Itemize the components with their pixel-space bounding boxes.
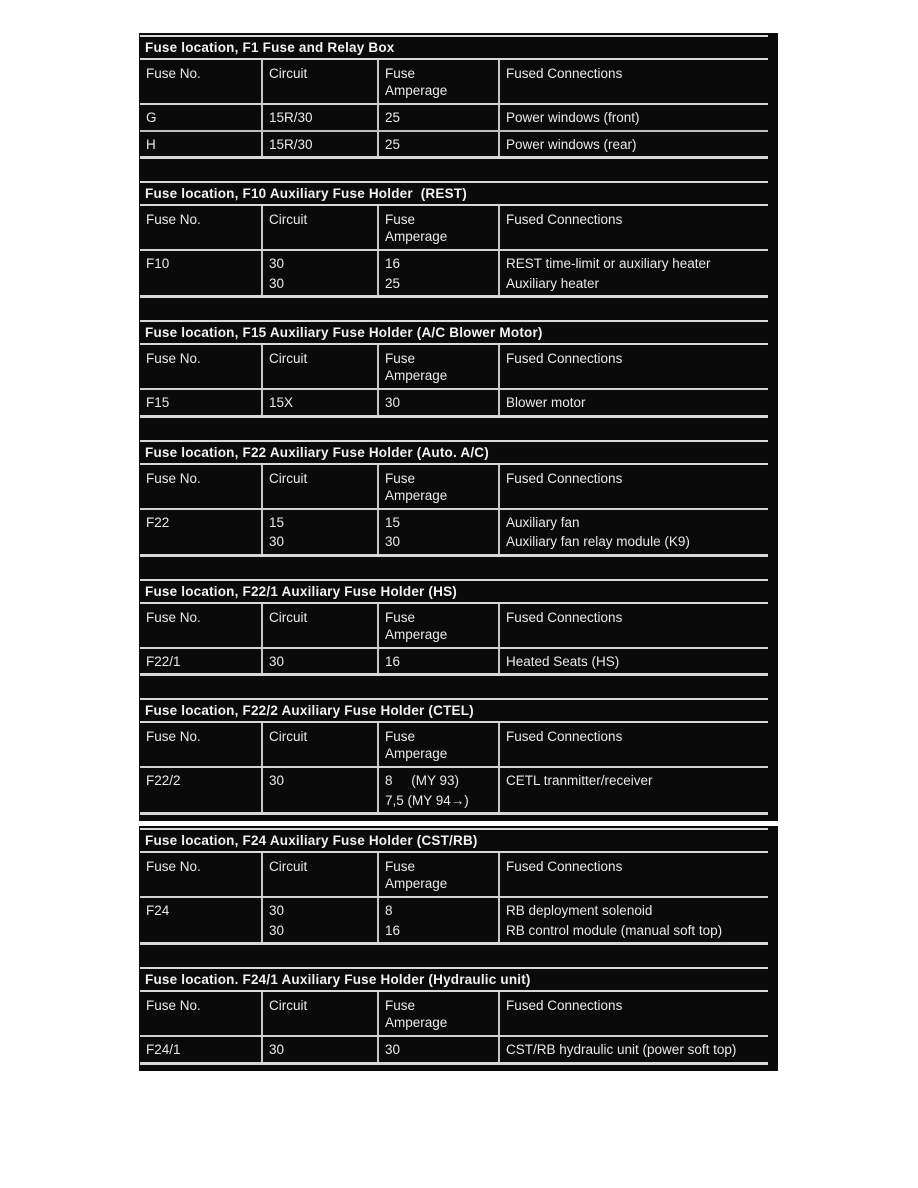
column-header [499,722,768,767]
cell-line: Fused Connections [506,998,623,1013]
cell-line: Power windows (front) [506,110,640,125]
column-header [140,59,262,104]
cell-line: Fuse No. [146,351,201,366]
fuse-no-cell [140,1036,262,1063]
circuit-cell [262,1036,378,1063]
connections-cell [499,131,768,158]
fuse-table [140,828,768,945]
cell-line: Amperage [385,487,448,503]
fuse-table-title: Fuse location, F1 Fuse and Relay Box [140,35,768,58]
column-header [140,603,262,648]
column-header [499,603,768,648]
column-header [262,464,378,509]
column-header [262,344,378,389]
circuit-cell [262,897,378,944]
fuse-row [140,767,768,814]
cell-line: 30 [269,922,285,938]
column-header [140,344,262,389]
header-row [140,464,768,509]
connections-cell [499,897,768,944]
fuse-row [140,104,768,131]
cell-line: Fuse [385,998,416,1013]
fuse-table-title: Fuse location, F10 Auxiliary Fuse Holder (REST) [140,181,768,204]
cell-line: Fuse No. [146,859,201,874]
cell-line: Fuse No. [146,470,201,486]
amperage-cell [378,389,499,416]
cell-line: Fuse No. [146,66,201,81]
fuse-no-cell [140,389,262,416]
cell-line: 30 [269,256,285,271]
cell-line: 30 [269,1042,285,1057]
amperage-cell [378,509,499,556]
cell-line: 16 [385,653,401,669]
connections-cell [499,1036,768,1063]
connections-cell [499,250,768,297]
column-header [140,991,262,1036]
cell-line: 30 [385,534,401,549]
circuit-cell [262,131,378,158]
cell-line: Amperage [385,746,448,761]
cell-line: Amperage [385,83,448,98]
cell-line: 15 [385,514,401,530]
cell-line: 30 [385,395,401,410]
cell-line: RB control module (manual soft top) [506,922,723,938]
fuse-table [140,320,768,418]
column-header [262,991,378,1036]
amperage-cell [378,104,499,131]
column-header [140,464,262,509]
cell-line: Fuse [385,212,416,227]
column-header [378,344,499,389]
fuse-table-grid [140,602,768,677]
cell-line: Fused Connections [506,212,623,227]
fuse-no-cell [140,767,262,814]
fuse-table [140,440,768,557]
cell-line: Power windows (rear) [506,136,637,152]
header-row [140,59,768,104]
fuse-row [140,250,768,297]
cell-line: Fuse No. [146,212,201,227]
header-row [140,205,768,250]
fuse-no-cell [140,648,262,675]
header-row [140,603,768,648]
cell-line: Fuse No. [146,609,201,625]
cell-line: Auxiliary fan relay module (K9) [506,534,690,549]
cell-line: 30 [269,903,285,918]
cell-line: F24 [146,903,170,918]
cell-line: Circuit [269,66,308,81]
cell-line: 15R/30 [269,110,313,125]
column-header [378,991,499,1036]
cell-line: 8 [385,903,393,918]
fuse-table [140,181,768,298]
cell-line: REST time-limit or auxiliary heater [506,256,711,271]
cell-line: Fuse [385,859,416,874]
amperage-cell [378,1036,499,1063]
cell-line: Fused Connections [506,66,623,81]
cell-line: Auxiliary heater [506,275,600,291]
connections-cell [499,509,768,556]
cell-line: Blower motor [506,395,586,410]
circuit-cell [262,509,378,556]
cell-line: Fused Connections [506,351,623,366]
fuse-row [140,648,768,675]
cell-line: 30 [385,1042,401,1057]
fuse-no-cell [140,897,262,944]
fuse-table [140,698,768,815]
fuse-no-cell [140,250,262,297]
fuse-table-title: Fuse location, F15 Auxiliary Fuse Holder (A/C Blower Motor) [140,320,768,343]
header-row [140,991,768,1036]
cell-line: RB deployment solenoid [506,903,653,918]
fuse-row [140,897,768,944]
cell-line: 25 [385,136,401,152]
cell-line: 15X [269,395,294,410]
cell-line: Fused Connections [506,470,623,486]
fuse-table-grid [140,990,768,1065]
cell-line: Fuse [385,609,416,625]
fuse-row [140,389,768,416]
cell-line: Amperage [385,368,448,383]
circuit-cell [262,104,378,131]
column-header [140,205,262,250]
fuse-tables-block-2 [139,826,778,1071]
cell-line: Circuit [269,351,308,366]
fuse-table-grid [140,721,768,815]
column-header [378,59,499,104]
cell-line: Circuit [269,729,308,744]
amperage-cell [378,897,499,944]
cell-line: 25 [385,110,401,125]
fuse-table [140,579,768,677]
fuse-table-title: Fuse location, F22 Auxiliary Fuse Holder (Auto. A/C) [140,440,768,463]
amperage-cell [378,250,499,297]
connections-cell [499,648,768,675]
circuit-cell [262,767,378,814]
fuse-row [140,509,768,556]
cell-line: 15 [269,514,285,530]
column-header [378,852,499,897]
cell-line: Circuit [269,609,308,625]
column-header [499,59,768,104]
header-row [140,344,768,389]
cell-line: F22 [146,514,170,530]
cell-line: Amperage [385,876,448,891]
cell-line: Fuse [385,351,416,366]
cell-line: F22/2 [146,773,181,788]
cell-line: Fuse [385,66,416,81]
circuit-cell [262,250,378,297]
column-header [262,205,378,250]
cell-line: 30 [269,653,285,669]
cell-line: CST/RB hydraulic unit (power soft top) [506,1042,737,1057]
header-row [140,852,768,897]
connections-cell [499,389,768,416]
column-header [262,603,378,648]
cell-line: 16 [385,256,401,271]
fuse-table-grid [140,851,768,945]
cell-line: 25 [385,275,401,291]
cell-line: Heated Seats (HS) [506,653,620,669]
connections-cell [499,104,768,131]
fuse-no-cell [140,104,262,131]
column-header [499,464,768,509]
amperage-cell [378,131,499,158]
fuse-tables-block-1 [139,33,778,821]
column-header [499,205,768,250]
cell-line: Amperage [385,229,448,244]
column-header [140,722,262,767]
fuse-row [140,1036,768,1063]
fuse-table-grid [140,58,768,159]
fuse-table-title: Fuse location, F22/2 Auxiliary Fuse Holder (CTEL) [140,698,768,721]
fuse-no-cell [140,131,262,158]
fuse-no-cell [140,509,262,556]
fuse-table-grid [140,204,768,298]
cell-line: F15 [146,395,170,410]
column-header [262,852,378,897]
cell-line: Fuse No. [146,998,201,1013]
column-header [499,852,768,897]
cell-line: 8 (MY 93) [385,773,460,788]
column-header [262,722,378,767]
column-header [378,205,499,250]
cell-line: Fuse [385,470,416,486]
cell-line: Fused Connections [506,729,623,744]
cell-line: 30 [269,773,285,788]
column-header [499,344,768,389]
cell-line: 30 [269,534,285,549]
cell-line: CETL tranmitter/receiver [506,773,653,788]
header-row [140,722,768,767]
amperage-cell [378,767,499,814]
fuse-table [140,967,768,1065]
cell-line: Amperage [385,1015,448,1030]
column-header [262,59,378,104]
cell-line: 7,5 (MY 94→) [385,792,469,808]
cell-line: F22/1 [146,653,181,669]
column-header [140,852,262,897]
column-header [378,464,499,509]
fuse-table-title: Fuse location, F24 Auxiliary Fuse Holder (CST/RB) [140,828,768,851]
circuit-cell [262,648,378,675]
cell-line: Auxiliary fan [506,514,580,530]
cell-line: Fused Connections [506,859,623,874]
connections-cell [499,767,768,814]
cell-line: Fuse [385,729,416,744]
cell-line: F10 [146,256,170,271]
fuse-table-title: Fuse location. F24/1 Auxiliary Fuse Holder (Hydraulic unit) [140,967,768,990]
fuse-table-title: Fuse location, F22/1 Auxiliary Fuse Holder (HS) [140,579,768,602]
cell-line: 30 [269,275,285,291]
column-header [378,722,499,767]
cell-line: Circuit [269,859,308,874]
cell-line: 15R/30 [269,136,313,152]
cell-line: F24/1 [146,1042,181,1057]
cell-line: Fuse No. [146,729,201,744]
column-header [378,603,499,648]
cell-line: Circuit [269,998,308,1013]
cell-line: G [146,110,157,125]
cell-line: Amperage [385,626,448,642]
fuse-table [140,35,768,159]
amperage-cell [378,648,499,675]
cell-line: H [146,136,156,152]
circuit-cell [262,389,378,416]
cell-line: Circuit [269,470,308,486]
column-header [499,991,768,1036]
fuse-table-grid [140,343,768,418]
cell-line: Fused Connections [506,609,623,625]
fuse-row [140,131,768,158]
cell-line: 16 [385,922,401,938]
fuse-table-grid [140,463,768,557]
cell-line: Circuit [269,212,308,227]
